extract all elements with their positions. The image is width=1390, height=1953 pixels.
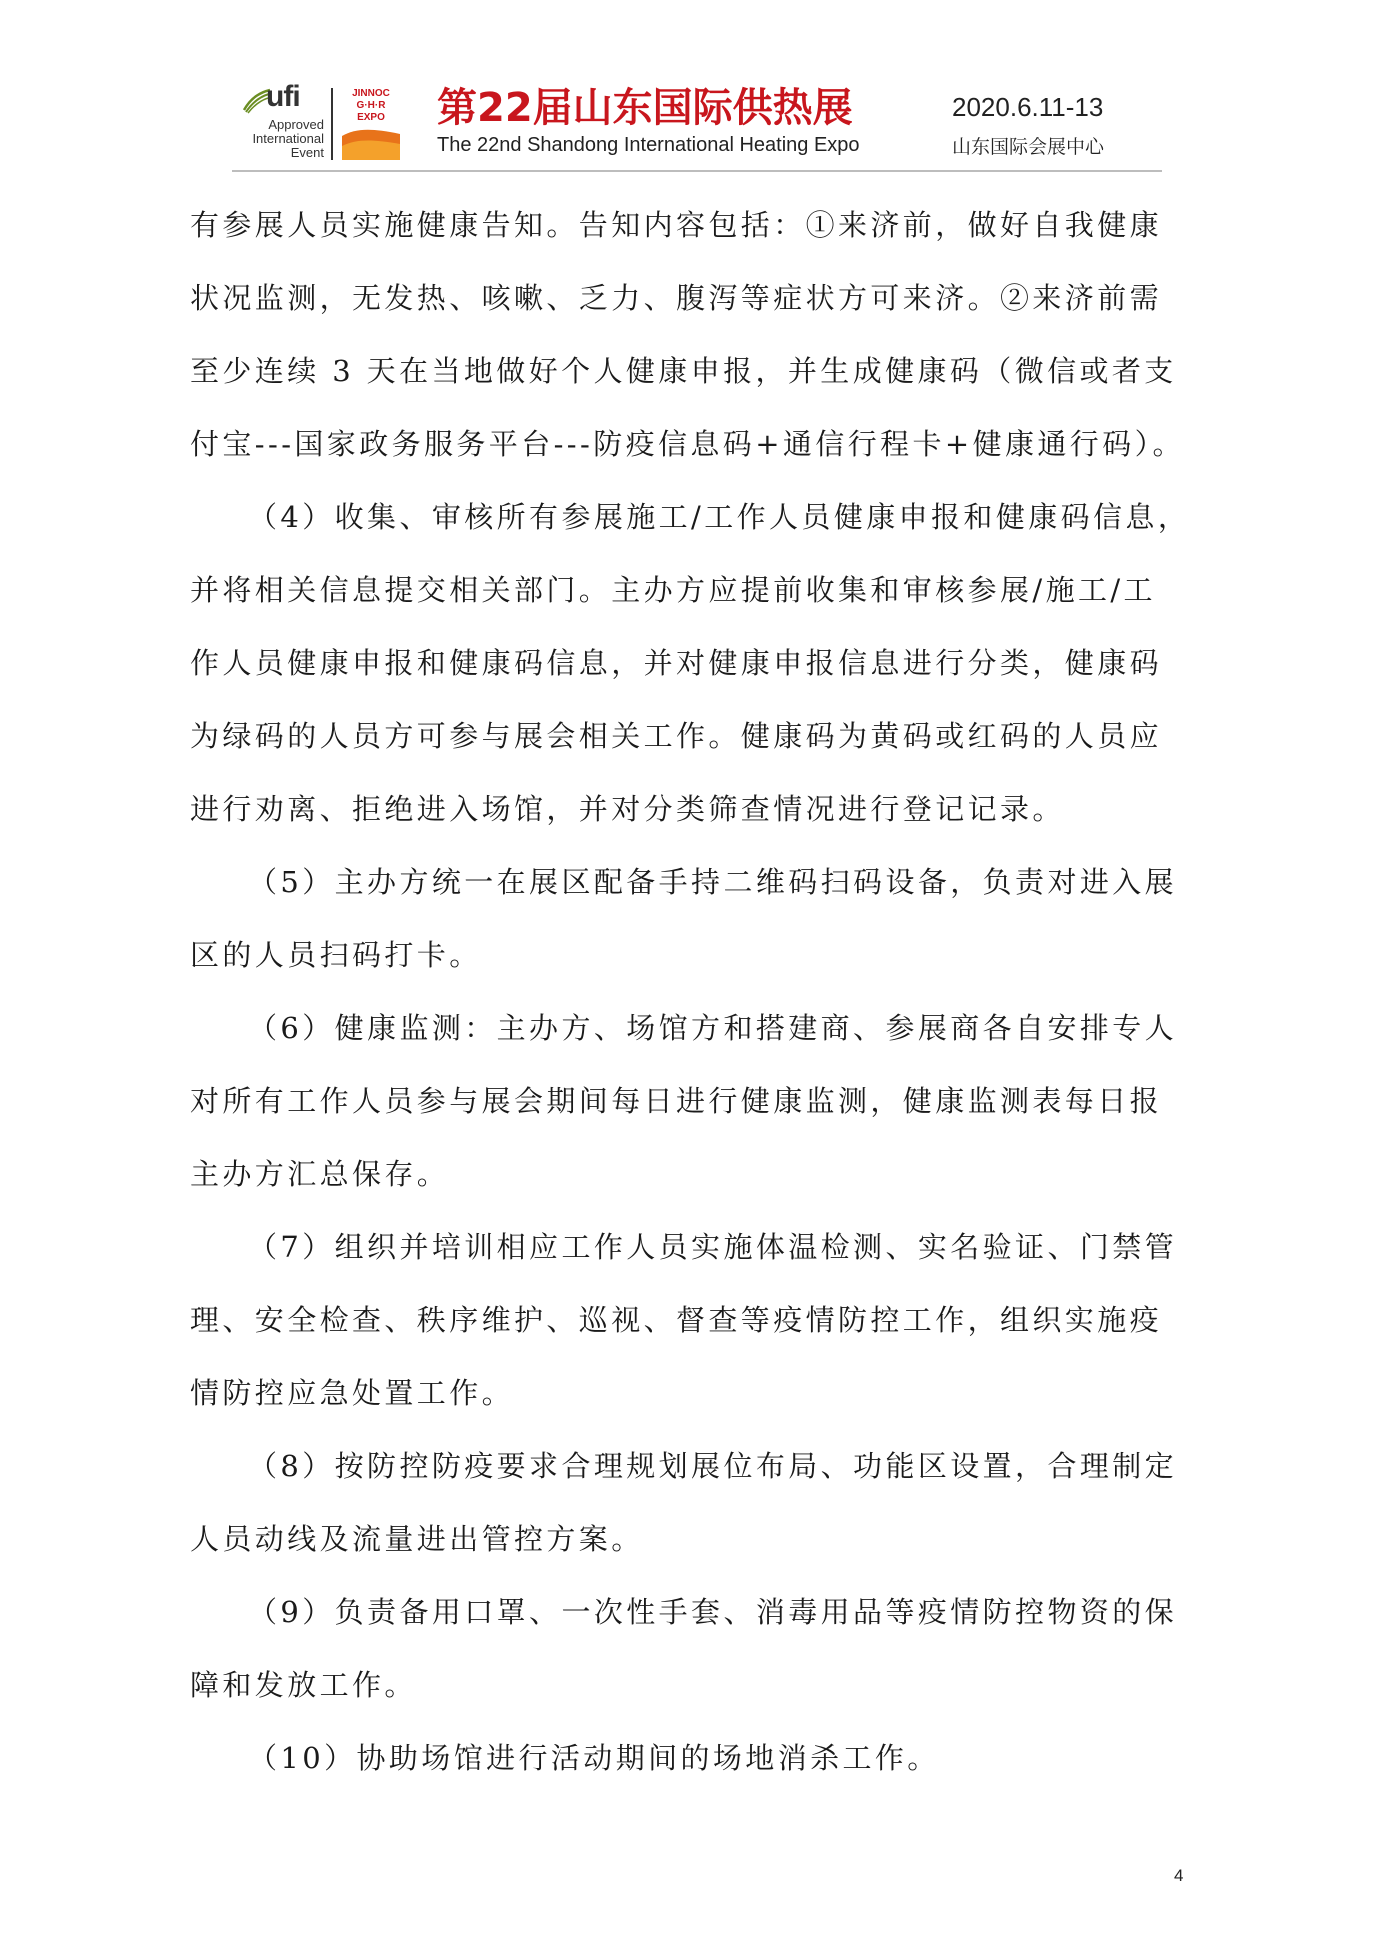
expo-date: 2020.6.11-13 — [952, 92, 1104, 122]
jinnoc-ghr-expo-logo — [340, 86, 402, 162]
paragraph-line: （8）按防控防疫要求合理规划展位布局、功能区设置，合理制定 — [248, 1449, 1178, 1483]
paragraph-line: 对所有工作人员参与展会期间每日进行健康监测，健康监测表每日报 — [190, 1084, 1163, 1118]
ufi-event-text: Event — [290, 145, 324, 160]
paragraph-line: 为绿码的人员方可参与展会相关工作。健康码为黄码或红码的人员应 — [190, 719, 1163, 753]
paragraph-line: 主办方汇总保存。 — [190, 1157, 450, 1191]
document-body — [190, 196, 1190, 1802]
paragraph-line: 状况监测，无发热、咳嗽、乏力、腹泻等症状方可来济。②来济前需 — [190, 281, 1163, 315]
flame-icon — [342, 126, 400, 160]
paragraph-line: 进行劝离、拒绝进入场馆，并对分类筛查情况进行登记记录。 — [190, 792, 1065, 826]
page-header — [232, 80, 1162, 170]
paragraph-line: （4）收集、审核所有参展施工/工作人员健康申报和健康码信息， — [248, 500, 1191, 534]
paragraph-line: 障和发放工作。 — [190, 1668, 417, 1702]
jinnoc-text: JINNOC — [352, 88, 390, 99]
paragraph-line: 区的人员扫码打卡。 — [190, 938, 482, 972]
paragraph-line: 有参展人员实施健康告知。告知内容包括：①来济前，做好自我健康 — [190, 208, 1163, 242]
header-divider-line — [232, 170, 1162, 172]
ufi-wordmark: ufi — [266, 80, 300, 113]
paragraph-line: 理、安全检查、秩序维护、巡视、督查等疫情防控工作，组织实施疫 — [190, 1303, 1163, 1337]
paragraph-line: 并将相关信息提交相关部门。主办方应提前收集和审核参展/施工/工 — [190, 573, 1156, 607]
paragraph-line: 人员动线及流量进出管控方案。 — [190, 1522, 644, 1556]
expo-text: EXPO — [357, 112, 385, 123]
paragraph-line: （10）协助场馆进行活动期间的场地消杀工作。 — [248, 1741, 940, 1775]
expo-title-chinese: 第22届山东国际供热展 — [437, 85, 853, 131]
expo-title-english: The 22nd Shandong International Heating Expo — [437, 134, 860, 156]
header-logo-divider — [331, 88, 333, 160]
page-number: 4 — [1174, 1866, 1184, 1885]
paragraph-line: （6）健康监测：主办方、场馆方和搭建商、参展商各自安排专人 — [248, 1011, 1178, 1045]
ufi-approved-logo — [232, 80, 324, 164]
paragraph-line: 作人员健康申报和健康码信息，并对健康申报信息进行分类，健康码 — [190, 646, 1163, 680]
ufi-international-text: International — [252, 131, 324, 146]
ghr-text: G·H·R — [356, 100, 386, 111]
paragraph-line: （7）组织并培训相应工作人员实施体温检测、实名验证、门禁管 — [248, 1230, 1178, 1264]
paragraph-line: 情防控应急处置工作。 — [190, 1376, 515, 1410]
paragraph-line: （5）主办方统一在展区配备手持二维码扫码设备，负责对进入展 — [248, 865, 1178, 899]
paragraph-line: 付宝---国家政务服务平台---防疫信息码+通信行程卡+健康通行码）。 — [190, 427, 1185, 461]
ufi-approved-text: Approved — [268, 117, 324, 132]
paragraph-line: 至少连续 3 天在当地做好个人健康申报，并生成健康码（微信或者支 — [190, 354, 1177, 388]
expo-venue: 山东国际会展中心 — [952, 136, 1105, 158]
paragraph-line: （9）负责备用口罩、一次性手套、消毒用品等疫情防控物资的保 — [248, 1595, 1178, 1629]
